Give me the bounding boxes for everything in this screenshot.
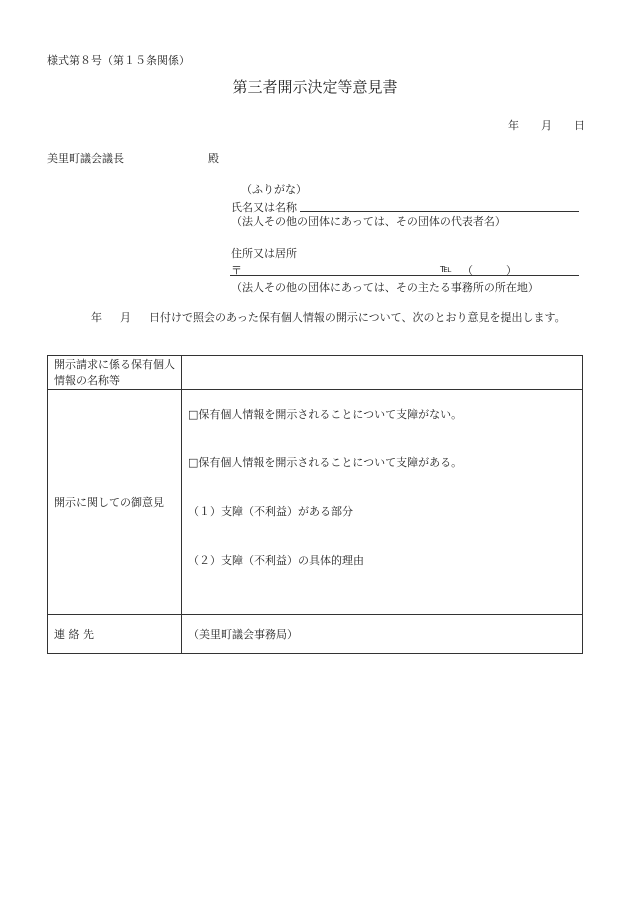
- opinion-table: [47, 355, 583, 654]
- option-no-issue[interactable]: □保有個人情報を開示されることについて支障がない。: [188, 408, 463, 421]
- addressee-honorific: 殿: [208, 152, 219, 165]
- tel-label: ℡: [440, 262, 452, 275]
- name-label: 氏名又は名称: [231, 201, 297, 214]
- postal-mark: 〒: [231, 264, 242, 277]
- date-month: 月: [541, 119, 552, 132]
- opinion-label: 開示に関しての御意見: [48, 390, 182, 615]
- tel-parentheses: （ ）: [462, 264, 517, 277]
- furigana-label: （ふりがな）: [241, 183, 307, 196]
- form-number: 様式第８号（第１５条関係）: [47, 54, 190, 67]
- table-row: [48, 390, 583, 615]
- document-title: 第三者開示決定等意見書: [232, 78, 398, 96]
- name-note: （法人その他の団体にあっては、その団体の代表者名）: [231, 215, 506, 228]
- address-note: （法人その他の団体にあっては、その主たる事務所の所在地）: [231, 281, 539, 294]
- address-label: 住所又は居所: [231, 247, 297, 260]
- date-year: 年: [508, 119, 519, 132]
- personal-info-name-label: 開示請求に係る保有個人情報の名称等: [48, 356, 182, 390]
- statement-month: 月: [120, 311, 131, 324]
- statement-text: 日付けで照会のあった保有個人情報の開示について、次のとおり意見を提出します。: [149, 311, 566, 324]
- item-problem-part: （１）支障（不利益）がある部分: [188, 505, 353, 518]
- opinion-field[interactable]: [182, 390, 583, 615]
- statement-year: 年: [91, 311, 102, 324]
- date-day: 日: [574, 119, 585, 132]
- personal-info-name-field[interactable]: [182, 356, 583, 390]
- statement-paragraph: [47, 310, 583, 325]
- table-row: [48, 356, 583, 390]
- address-underline: [230, 275, 579, 276]
- contact-label: 連 絡 先: [48, 615, 182, 654]
- item-specific-reason: （２）支障（不利益）の具体的理由: [188, 554, 364, 567]
- option-issue[interactable]: □保有個人情報を開示されることについて支障がある。: [188, 456, 463, 469]
- table-row: [48, 615, 583, 654]
- date-line: [508, 117, 585, 133]
- name-underline: [300, 211, 579, 212]
- addressee-name: 美里町議会議長: [47, 152, 124, 165]
- contact-value: （美里町議会事務局）: [182, 615, 583, 654]
